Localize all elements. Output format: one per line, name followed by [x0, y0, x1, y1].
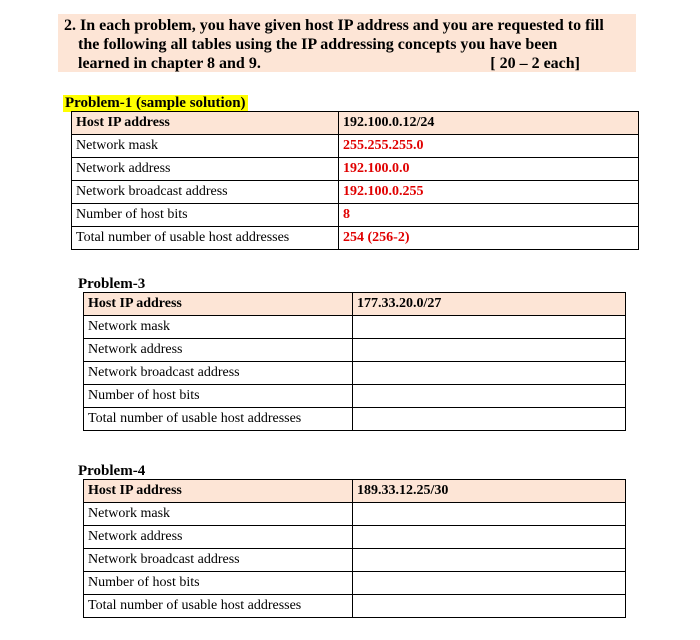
answer-cell[interactable]: [353, 549, 626, 572]
row-value: 192.100.0.12/24: [339, 112, 639, 135]
answer-value: 8: [339, 204, 639, 227]
table-row: [84, 503, 626, 526]
row-label: Network mask: [84, 503, 353, 526]
answer-value: 254 (256-2): [339, 227, 639, 250]
answer-cell[interactable]: [353, 595, 626, 618]
marks-label: [ 20 – 2 each]: [490, 55, 580, 72]
table-row: [84, 526, 626, 549]
row-label: Total number of usable host addresses: [72, 227, 339, 250]
row-label: Number of host bits: [84, 385, 353, 408]
answer-cell[interactable]: [353, 385, 626, 408]
question-header: [58, 14, 636, 72]
row-label: Network address: [84, 339, 353, 362]
answer-value: 192.100.0.255: [339, 181, 639, 204]
table-row: [84, 480, 626, 503]
table-row: [72, 204, 639, 227]
table-row: [84, 316, 626, 339]
question-line-1: 2. In each problem, you have given host IP address and you are requested to fill: [64, 17, 604, 34]
table-row: [84, 408, 626, 431]
question-line-2: the following all tables using the IP addressing concepts you have been: [78, 36, 558, 53]
row-label: Network mask: [72, 135, 339, 158]
row-label: Host IP address: [72, 112, 339, 135]
answer-cell[interactable]: [353, 572, 626, 595]
problem-3-title: Problem-3: [78, 276, 146, 292]
table-row: [84, 549, 626, 572]
row-value: 177.33.20.0/27: [353, 293, 626, 316]
answer-value: 192.100.0.0: [339, 158, 639, 181]
table-row: [72, 181, 639, 204]
answer-cell[interactable]: [353, 362, 626, 385]
question-line-3: [64, 54, 630, 73]
row-label: Network address: [84, 526, 353, 549]
row-label: Network address: [72, 158, 339, 181]
row-label: Host IP address: [84, 480, 353, 503]
row-label: Host IP address: [84, 293, 353, 316]
table-row: [84, 595, 626, 618]
answer-value: 255.255.255.0: [339, 135, 639, 158]
row-label: Total number of usable host addresses: [84, 595, 353, 618]
row-label: Number of host bits: [72, 204, 339, 227]
row-label: Number of host bits: [84, 572, 353, 595]
row-label: Total number of usable host addresses: [84, 408, 353, 431]
answer-cell[interactable]: [353, 503, 626, 526]
question-line-3-text: learned in chapter 8 and 9.: [78, 55, 261, 72]
table-row: [84, 339, 626, 362]
row-label: Network broadcast address: [72, 181, 339, 204]
problem-1-title: Problem-1 (sample solution): [65, 95, 246, 111]
table-row: [72, 158, 639, 181]
answer-cell[interactable]: [353, 339, 626, 362]
row-value: 189.33.12.25/30: [353, 480, 626, 503]
row-label: Network broadcast address: [84, 549, 353, 572]
answer-cell[interactable]: [353, 526, 626, 549]
table-row: [84, 293, 626, 316]
table-row: [84, 385, 626, 408]
answer-cell[interactable]: [353, 408, 626, 431]
problem-3-table: [83, 292, 626, 431]
problem-1-table: [71, 111, 639, 250]
row-label: Network broadcast address: [84, 362, 353, 385]
table-row: [72, 112, 639, 135]
table-row: [72, 135, 639, 158]
row-label: Network mask: [84, 316, 353, 339]
answer-cell[interactable]: [353, 316, 626, 339]
table-row: [84, 572, 626, 595]
problem-4-table: [83, 479, 626, 618]
table-row: [84, 362, 626, 385]
table-row: [72, 227, 639, 250]
problem-4-title: Problem-4: [78, 463, 146, 479]
